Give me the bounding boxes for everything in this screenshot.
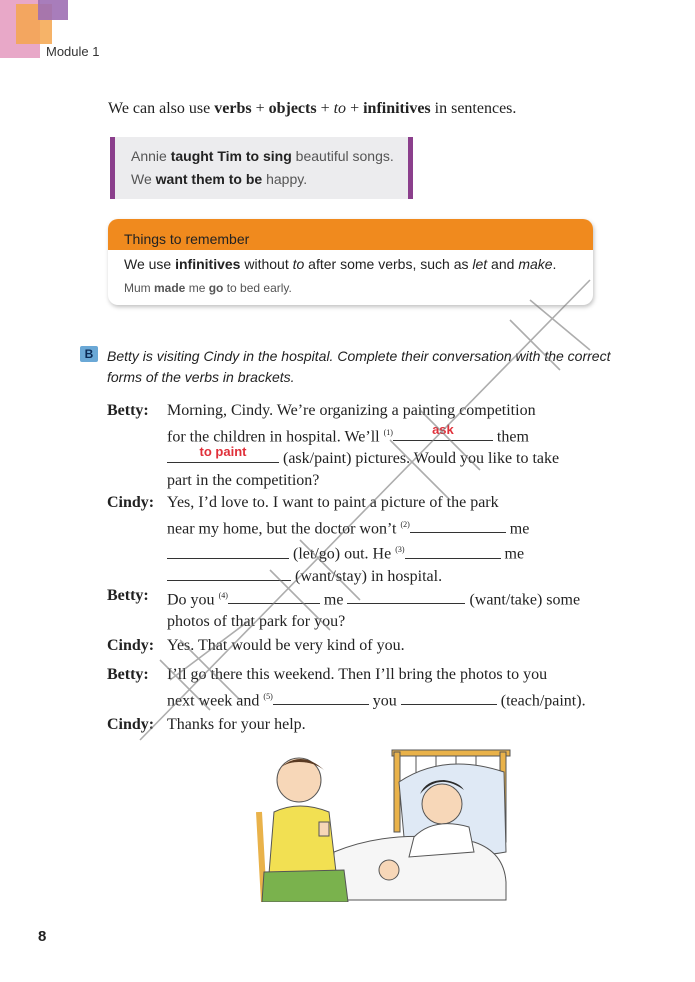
blank-5[interactable] bbox=[273, 689, 369, 705]
hospital-illustration bbox=[244, 742, 514, 902]
things-to-remember-title: Things to remember bbox=[108, 219, 593, 250]
speaker-betty: Betty: bbox=[107, 402, 149, 419]
example-sentence-1: Annie taught Tim to sing beautiful songs. bbox=[131, 148, 394, 164]
page-number: 8 bbox=[38, 928, 47, 945]
grammar-intro: We can also use verbs + objects + to + infinitives in sentences. bbox=[108, 100, 517, 117]
module-label: Module 1 bbox=[46, 44, 100, 59]
line: Morning, Cindy. We’re organizing a painting competition bbox=[167, 402, 536, 419]
speaker-betty: Betty: bbox=[107, 666, 149, 683]
line: next week and $^{(5)}$ you (teach/paint). bbox=[167, 686, 617, 712]
blank-1b[interactable] bbox=[167, 444, 279, 463]
line: to paint (ask/paint) pictures. Would you like to take bbox=[167, 447, 617, 470]
line: Do you $^{(4)}$ me (want/take) some bbox=[167, 585, 617, 611]
remember-rule: We use infinitives without to after some verbs, such as let and make. bbox=[124, 256, 557, 272]
example-sentence-2: We want them to be happy. bbox=[131, 171, 308, 187]
blank-2[interactable] bbox=[410, 517, 506, 533]
blank-2b[interactable] bbox=[167, 543, 289, 559]
line: part in the competition? bbox=[167, 471, 320, 489]
line: for the children in hospital. We’ll $^{(1)}$ ask them bbox=[167, 422, 617, 448]
answer-1: ask bbox=[432, 421, 454, 437]
line: (let/go) out. He $^{(3)}$ me bbox=[167, 539, 617, 565]
line: Yes, I’d love to. I want to paint a picture of the park bbox=[167, 494, 499, 511]
line: Thanks for your help. bbox=[167, 716, 306, 733]
line: near my home, but the doctor won’t $^{(2)}$ me bbox=[167, 514, 617, 540]
exercise-badge: B bbox=[80, 346, 98, 362]
speaker-cindy: Cindy: bbox=[107, 716, 155, 733]
blank-3[interactable] bbox=[405, 543, 501, 559]
blank-4b[interactable] bbox=[347, 588, 465, 604]
exercise-instruction: Betty is visiting Cindy in the hospital. Complete their conversation with the correct forms of the verbs in brackets. bbox=[107, 348, 611, 385]
blank-1[interactable] bbox=[393, 421, 493, 441]
line: Yes. That would be very kind of you. bbox=[167, 637, 405, 654]
line: I’ll go there this weekend. Then I’ll bring the photos to you bbox=[167, 666, 548, 683]
answer-1b: to paint bbox=[199, 444, 247, 460]
remember-example: Mum made me go to bed early. bbox=[124, 281, 292, 295]
blank-4[interactable] bbox=[228, 588, 320, 604]
blank-3b[interactable] bbox=[167, 565, 291, 581]
speaker-cindy: Cindy: bbox=[107, 494, 155, 511]
speaker-cindy: Cindy: bbox=[107, 637, 155, 654]
things-to-remember-box bbox=[108, 219, 593, 305]
example-box bbox=[110, 137, 413, 199]
speaker-betty: Betty: bbox=[107, 587, 149, 604]
line: (want/stay) in hospital. bbox=[167, 565, 617, 588]
blank-5b[interactable] bbox=[401, 689, 497, 705]
line: photos of that park for you? bbox=[167, 612, 346, 630]
purple-square bbox=[38, 0, 68, 20]
